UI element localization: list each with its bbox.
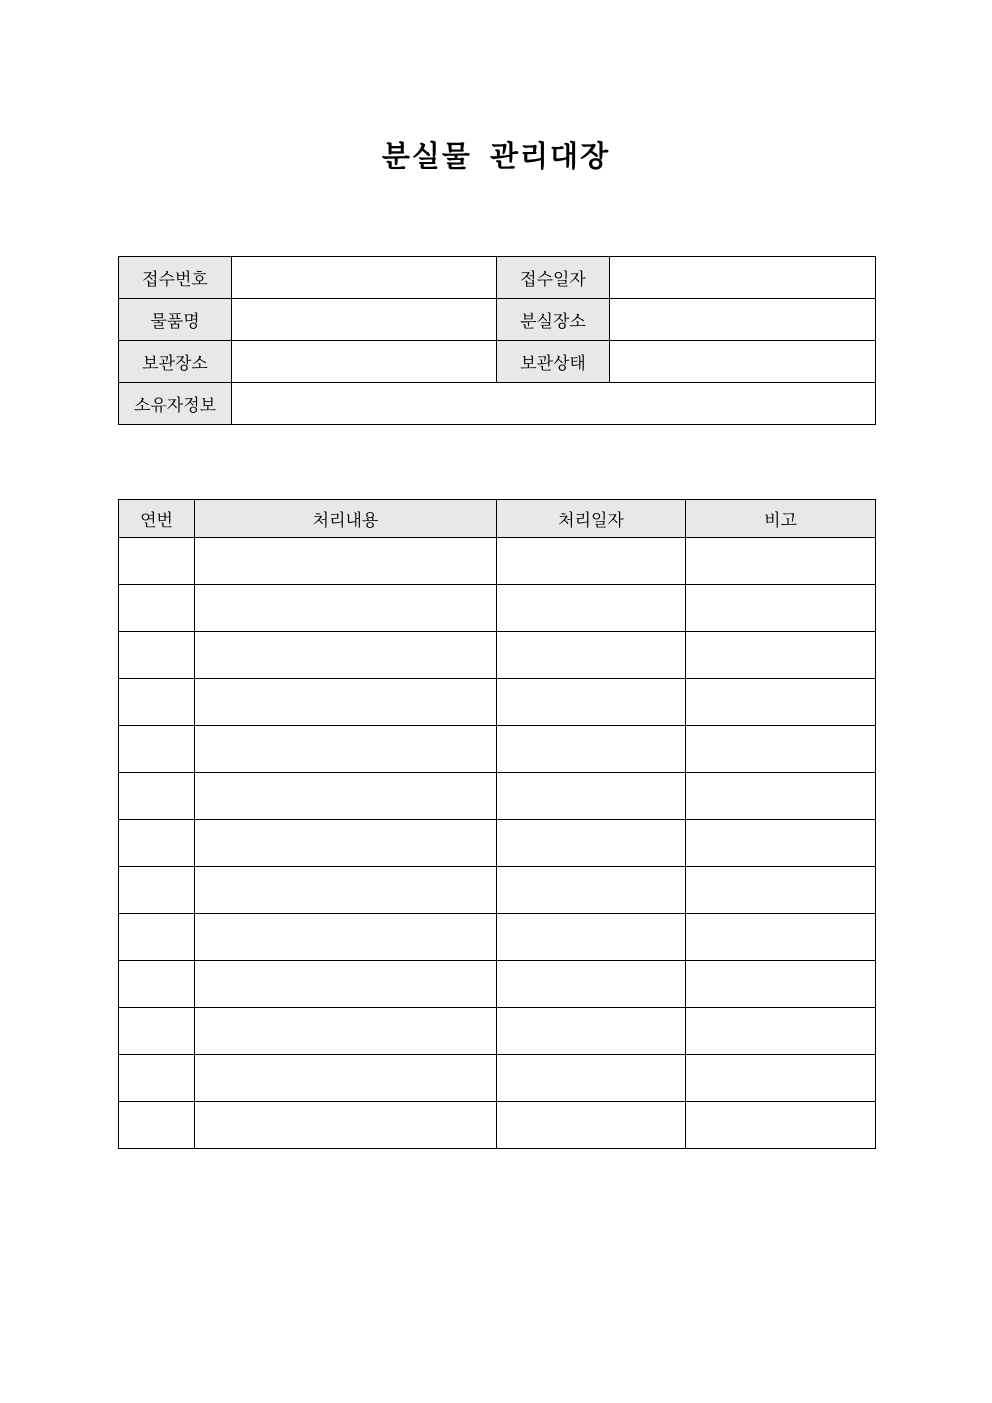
- table-row: [119, 632, 876, 679]
- remarks-cell[interactable]: [686, 1055, 876, 1102]
- processing-content-cell[interactable]: [195, 914, 497, 961]
- lost-place-label: 분실장소: [497, 299, 610, 341]
- table-row: [119, 773, 876, 820]
- remarks-cell[interactable]: [686, 538, 876, 585]
- receipt-number-label: 접수번호: [119, 257, 232, 299]
- table-row: [119, 679, 876, 726]
- processing-content-cell[interactable]: [195, 820, 497, 867]
- item-name-field[interactable]: [232, 299, 497, 341]
- processing-date-cell[interactable]: [497, 961, 686, 1008]
- processing-content-cell[interactable]: [195, 1055, 497, 1102]
- processing-content-cell[interactable]: [195, 632, 497, 679]
- table-row: [119, 914, 876, 961]
- storage-status-field[interactable]: [610, 341, 876, 383]
- remarks-cell[interactable]: [686, 820, 876, 867]
- serial-number-cell[interactable]: [119, 773, 195, 820]
- processing-date-cell[interactable]: [497, 1008, 686, 1055]
- info-row-receipt: [119, 257, 876, 299]
- serial-number-cell[interactable]: [119, 867, 195, 914]
- processing-date-cell[interactable]: [497, 726, 686, 773]
- receipt-date-field[interactable]: [610, 257, 876, 299]
- serial-number-cell[interactable]: [119, 632, 195, 679]
- processing-content-cell[interactable]: [195, 585, 497, 632]
- table-row: [119, 726, 876, 773]
- serial-number-cell[interactable]: [119, 1055, 195, 1102]
- serial-number-cell[interactable]: [119, 679, 195, 726]
- owner-info-field[interactable]: [232, 383, 876, 425]
- storage-place-field[interactable]: [232, 341, 497, 383]
- serial-number-cell[interactable]: [119, 820, 195, 867]
- processing-date-cell[interactable]: [497, 820, 686, 867]
- remarks-cell[interactable]: [686, 632, 876, 679]
- header-processing-date: 처리일자: [497, 500, 686, 538]
- processing-date-cell[interactable]: [497, 914, 686, 961]
- processing-log-table: [118, 499, 876, 1149]
- table-row: [119, 1008, 876, 1055]
- lost-place-field[interactable]: [610, 299, 876, 341]
- processing-content-cell[interactable]: [195, 679, 497, 726]
- storage-place-label: 보관장소: [119, 341, 232, 383]
- header-processing-content: 처리내용: [195, 500, 497, 538]
- item-name-label: 물품명: [119, 299, 232, 341]
- log-header-row: [119, 500, 876, 538]
- processing-date-cell[interactable]: [497, 773, 686, 820]
- table-row: [119, 1055, 876, 1102]
- processing-content-cell[interactable]: [195, 867, 497, 914]
- info-row-item: [119, 299, 876, 341]
- table-row: [119, 867, 876, 914]
- serial-number-cell[interactable]: [119, 726, 195, 773]
- header-remarks: 비고: [686, 500, 876, 538]
- remarks-cell[interactable]: [686, 867, 876, 914]
- remarks-cell[interactable]: [686, 773, 876, 820]
- processing-date-cell[interactable]: [497, 632, 686, 679]
- processing-date-cell[interactable]: [497, 585, 686, 632]
- table-row: [119, 585, 876, 632]
- serial-number-cell[interactable]: [119, 1008, 195, 1055]
- owner-info-label: 소유자정보: [119, 383, 232, 425]
- item-info-table: [118, 256, 876, 425]
- remarks-cell[interactable]: [686, 726, 876, 773]
- serial-number-cell[interactable]: [119, 961, 195, 1008]
- processing-content-cell[interactable]: [195, 773, 497, 820]
- remarks-cell[interactable]: [686, 914, 876, 961]
- header-serial-number: 연번: [119, 500, 195, 538]
- processing-date-cell[interactable]: [497, 1102, 686, 1149]
- remarks-cell[interactable]: [686, 585, 876, 632]
- serial-number-cell[interactable]: [119, 585, 195, 632]
- info-row-owner: [119, 383, 876, 425]
- storage-status-label: 보관상태: [497, 341, 610, 383]
- table-row: [119, 961, 876, 1008]
- remarks-cell[interactable]: [686, 1008, 876, 1055]
- receipt-number-field[interactable]: [232, 257, 497, 299]
- remarks-cell[interactable]: [686, 679, 876, 726]
- serial-number-cell[interactable]: [119, 914, 195, 961]
- info-row-storage: [119, 341, 876, 383]
- processing-content-cell[interactable]: [195, 538, 497, 585]
- processing-content-cell[interactable]: [195, 1102, 497, 1149]
- processing-date-cell[interactable]: [497, 867, 686, 914]
- processing-content-cell[interactable]: [195, 1008, 497, 1055]
- table-row: [119, 538, 876, 585]
- table-row: [119, 1102, 876, 1149]
- processing-content-cell[interactable]: [195, 961, 497, 1008]
- page-title: 분실물 관리대장: [381, 139, 611, 173]
- processing-date-cell[interactable]: [497, 1055, 686, 1102]
- processing-date-cell[interactable]: [497, 679, 686, 726]
- processing-content-cell[interactable]: [195, 726, 497, 773]
- remarks-cell[interactable]: [686, 961, 876, 1008]
- serial-number-cell[interactable]: [119, 1102, 195, 1149]
- log-table-body: [119, 538, 876, 1149]
- table-row: [119, 820, 876, 867]
- remarks-cell[interactable]: [686, 1102, 876, 1149]
- serial-number-cell[interactable]: [119, 538, 195, 585]
- receipt-date-label: 접수일자: [497, 257, 610, 299]
- processing-date-cell[interactable]: [497, 538, 686, 585]
